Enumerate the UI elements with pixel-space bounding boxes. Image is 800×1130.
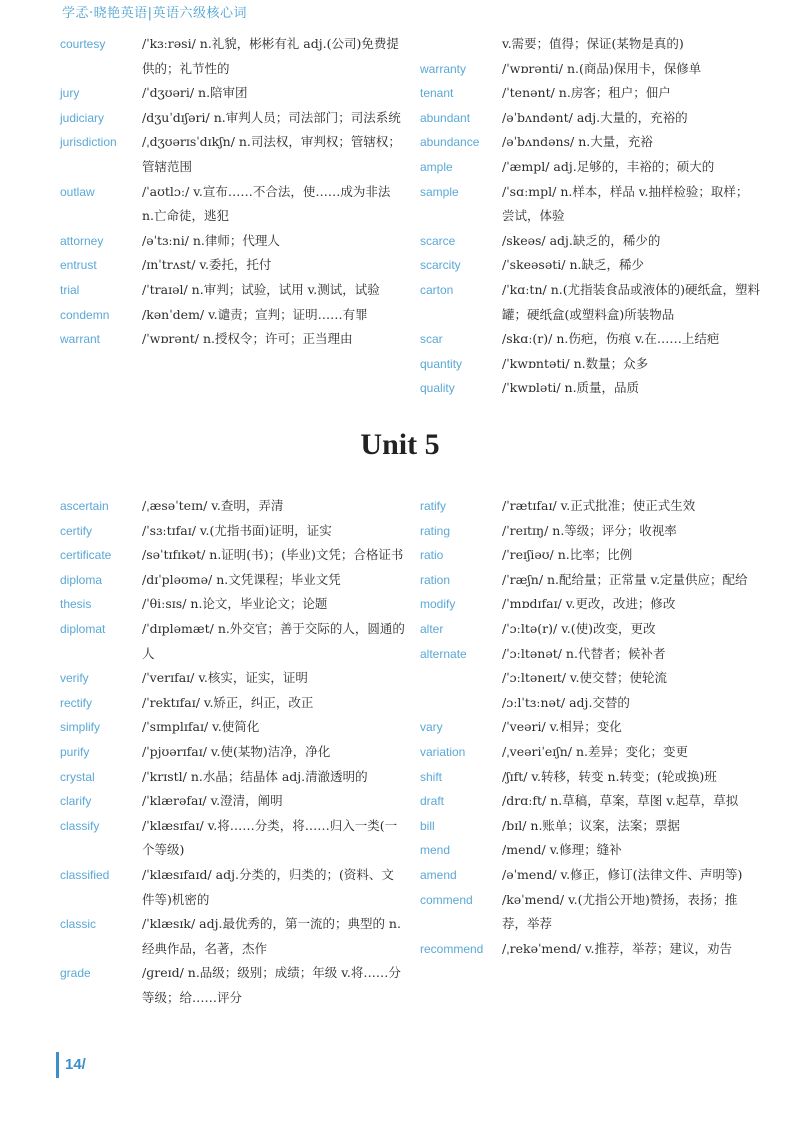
vocab-entry xyxy=(60,278,405,303)
vocab-entry xyxy=(60,327,405,352)
vocab-word: abundance xyxy=(420,135,480,150)
vocab-definition: /ˈklæsɪfaɪ/ v.将……分类，将……归入一类(一个等级) xyxy=(142,817,398,858)
vocab-definition: /ˈklæsɪfaɪd/ adj.分类的，归类的；(资料、文件等)机密的 xyxy=(142,866,394,907)
vocab-definition: /dɪˈpləʊmə/ n.文凭课程；毕业文凭 xyxy=(142,571,341,587)
vocab-definition: /ˈveəri/ v.相异；变化 xyxy=(502,719,622,735)
vocab-definition: /ˈsɪmplɪfaɪ/ v.使简化 xyxy=(142,719,260,735)
vocab-word: abundant xyxy=(420,110,471,125)
vocab-word: scar xyxy=(420,332,443,347)
vocab-entry xyxy=(420,32,760,57)
vocab-entry xyxy=(60,715,405,740)
top-right-column xyxy=(420,32,760,401)
vocab-definition: /ɔːlˈtɜːnət/ adj.交替的 xyxy=(502,694,630,710)
vocab-definition: /ˌdʒʊərɪsˈdɪkʃn/ n.司法权，审判权；管辖权；管辖范围 xyxy=(142,134,401,174)
vocab-definition: /bɪl/ n.账单；议案，法案；票据 xyxy=(502,817,680,833)
vocab-entry xyxy=(420,57,760,82)
vocab-definition: /ˈæmpl/ adj.足够的，丰裕的；硕大的 xyxy=(502,158,715,174)
vocab-word: bill xyxy=(420,818,435,833)
vocab-entry xyxy=(60,229,405,254)
vocab-entry xyxy=(60,765,405,790)
vocab-definition: /ˌrekəˈmend/ v.推荐，举荐；建议，劝告 xyxy=(502,940,732,956)
vocab-word: jury xyxy=(60,86,80,101)
vocab-entry xyxy=(60,303,405,328)
vocab-word: variation xyxy=(420,744,466,759)
vocab-entry xyxy=(60,106,405,131)
vocab-word: quantity xyxy=(420,356,463,371)
vocab-entry xyxy=(420,543,760,568)
vocab-entry xyxy=(420,568,760,593)
vocab-definition: /əˈbʌndənt/ adj.大量的，充裕的 xyxy=(502,109,688,125)
bottom-right-column xyxy=(420,494,760,961)
vocab-word: certificate xyxy=(60,548,112,563)
vocab-word: rating xyxy=(420,523,451,538)
vocab-entry xyxy=(420,106,760,131)
vocab-entry xyxy=(420,814,760,839)
vocab-definition: /ˈɔːltə(r)/ v.(使)改变，更改 xyxy=(502,620,656,636)
vocab-entry xyxy=(420,81,760,106)
vocab-word: purify xyxy=(60,744,90,759)
vocab-definition: /ˈreɪʃiəʊ/ n.比率；比例 xyxy=(502,547,633,563)
vocab-definition: /ˈaʊtlɔː/ v.宣布……不合法，使……成为非法 n.亡命徒，逃犯 xyxy=(142,183,391,224)
vocab-word: simplify xyxy=(60,720,101,735)
vocab-word: ration xyxy=(420,572,451,587)
vocab-definition: /mend/ v.修理；缝补 xyxy=(502,842,622,858)
vocab-word: rectify xyxy=(60,695,93,710)
vocab-definition: /ˈmɒdɪfaɪ/ v.更改，改进；修改 xyxy=(502,596,676,612)
vocab-entry xyxy=(60,740,405,765)
vocab-word: attorney xyxy=(60,233,104,248)
vocab-definition: /ˈdʒʊəri/ n.陪审团 xyxy=(142,85,248,101)
vocab-entry xyxy=(420,715,760,740)
vocab-word: warrant xyxy=(60,332,101,347)
vocab-entry xyxy=(60,32,405,81)
bottom-left-column xyxy=(60,494,405,1010)
vocab-entry xyxy=(420,863,760,888)
vocab-definition: /əˈmend/ v.修正，修订(法律文件、声明等) xyxy=(502,866,743,882)
vocab-definition: /ˈwɒrənti/ n.(商品)保用卡，保修单 xyxy=(502,60,702,76)
vocab-word: quality xyxy=(420,381,455,396)
page-number: 14/ xyxy=(56,1052,86,1078)
vocab-entry xyxy=(420,155,760,180)
vocab-entry xyxy=(420,519,760,544)
vocab-definition: /ˈkwɒntəti/ n.数量；众多 xyxy=(502,355,649,371)
vocab-word: crystal xyxy=(60,769,95,784)
vocab-entry xyxy=(420,253,760,278)
vocab-word: judiciary xyxy=(60,110,105,125)
vocab-word: entrust xyxy=(60,258,97,273)
vocab-word: ample xyxy=(420,159,453,174)
vocab-word: scarce xyxy=(420,233,456,248)
vocab-word: tenant xyxy=(420,86,454,101)
vocab-definition: /ˈrektɪfaɪ/ v.矫正，纠正，改正 xyxy=(142,694,314,710)
vocab-definition: /ˈdɪpləmæt/ n.外交官；善于交际的人，圆通的人 xyxy=(142,620,405,661)
vocab-word: scarcity xyxy=(420,258,461,273)
vocab-entry xyxy=(420,888,760,937)
vocab-entry xyxy=(60,519,405,544)
vocab-entry xyxy=(420,937,760,962)
vocab-entry xyxy=(420,765,760,790)
vocab-word: warranty xyxy=(420,61,467,76)
vocab-word: courtesy xyxy=(60,37,106,51)
vocab-entry xyxy=(60,961,405,1010)
vocab-word: recommend xyxy=(420,941,484,956)
vocab-entry xyxy=(60,81,405,106)
book-header: 学孞·晓艳英语|英语六级核心词 xyxy=(62,6,248,21)
vocab-entry xyxy=(420,180,760,229)
vocab-word: classic xyxy=(60,917,97,932)
vocab-definition: /ˈɔːltəneɪt/ v.使交替；使轮流 xyxy=(502,670,667,686)
vocab-word: commend xyxy=(420,892,473,907)
vocab-word: modify xyxy=(420,597,456,612)
vocab-word: trial xyxy=(60,282,80,297)
vocab-word: verify xyxy=(60,671,89,686)
vocab-entry xyxy=(420,278,760,327)
vocab-definition: /ˈsɜːtɪfaɪ/ v.(尤指书面)证明，证实 xyxy=(142,522,332,538)
vocab-word: mend xyxy=(420,843,451,858)
vocab-entry xyxy=(420,352,760,377)
vocab-word: diplomat xyxy=(60,621,106,636)
vocab-entry xyxy=(60,814,405,863)
vocab-definition: /ˌæsəˈteɪn/ v.查明，弄清 xyxy=(142,498,284,513)
vocab-word: condemn xyxy=(60,307,110,322)
vocab-word: grade xyxy=(60,966,91,981)
vocab-entry xyxy=(420,691,760,716)
vocab-entry xyxy=(420,592,760,617)
vocab-entry xyxy=(60,253,405,278)
vocab-word: thesis xyxy=(60,597,92,612)
vocab-word: vary xyxy=(420,720,443,735)
vocab-word: diploma xyxy=(60,572,103,587)
vocab-definition: /kənˈdem/ v.谴责；宣判；证明……有罪 xyxy=(142,306,368,322)
unit-title: Unit 5 xyxy=(360,428,440,461)
vocab-entry xyxy=(60,494,405,519)
vocab-definition: /əˈbʌndəns/ n.大量，充裕 xyxy=(502,134,653,150)
vocab-entry xyxy=(420,327,760,352)
vocab-word: classify xyxy=(60,818,100,833)
vocab-word: shift xyxy=(420,769,443,784)
vocab-definition: v.需要；值得；保证(某物是真的) xyxy=(502,36,684,51)
vocab-word: clarify xyxy=(60,794,92,809)
top-left-column xyxy=(60,32,405,352)
vocab-definition: /ˈpjʊərɪfaɪ/ v.使(某物)洁净，净化 xyxy=(142,743,331,759)
vocab-definition: /ˈkwɒləti/ n.质量，品质 xyxy=(502,380,640,396)
vocab-definition: /ˈtraɪəl/ n.审判；试验，试用 v.测试，试验 xyxy=(142,281,380,297)
vocab-entry xyxy=(60,130,405,179)
vocab-word: classified xyxy=(60,867,110,882)
vocab-definition: /ˈklæsɪk/ adj.最优秀的，第一流的；典型的 n.经典作品，名著，杰作 xyxy=(142,916,401,956)
vocab-entry xyxy=(420,789,760,814)
vocab-definition: /ˈklærəfaɪ/ v.澄清，阐明 xyxy=(142,793,283,809)
vocab-entry xyxy=(420,740,760,765)
vocab-entry xyxy=(60,543,405,568)
vocab-entry xyxy=(420,130,760,155)
vocab-entry xyxy=(420,838,760,863)
vocab-entry xyxy=(420,666,760,691)
vocab-word: ascertain xyxy=(60,499,109,513)
vocab-entry xyxy=(60,789,405,814)
vocab-definition: /əˈtɜːni/ n.律师；代理人 xyxy=(142,232,280,248)
vocab-definition: /ˈkɜːrəsi/ n.礼貌，彬彬有礼 adj.(公司)免费提供的；礼节性的 xyxy=(142,36,399,76)
vocab-definition: /ˌveəriˈeɪʃn/ n.差异；变化；变更 xyxy=(502,743,688,759)
vocab-entry xyxy=(420,617,760,642)
vocab-entry xyxy=(60,666,405,691)
vocab-definition: /kəˈmend/ v.(尤指公开地)赞扬，表扬；推荐，举荐 xyxy=(502,891,738,932)
vocab-definition: /ˈreɪtɪŋ/ n.等级；评分；收视率 xyxy=(502,522,677,538)
vocab-entry xyxy=(60,180,405,229)
vocab-definition: /ˈræʃn/ n.配给量；正常量 v.定量供应；配给 xyxy=(502,571,748,587)
vocab-word: ratio xyxy=(420,548,444,563)
vocab-entry xyxy=(420,494,760,519)
vocab-entry xyxy=(60,691,405,716)
vocab-definition: /ʃɪft/ v.转移，转变 n.转变；(轮或换)班 xyxy=(502,768,717,784)
vocab-word: alternate xyxy=(420,646,467,661)
vocab-entry xyxy=(60,568,405,593)
vocab-definition: /ˈskeəsəti/ n.缺乏，稀少 xyxy=(502,257,644,273)
vocab-entry xyxy=(60,912,405,961)
vocab-definition: /ˈkɑːtn/ n.(尤指装食品或液体的)硬纸盒，塑料罐；硬纸盒(或塑料盒)所装物品 xyxy=(502,281,760,322)
vocab-definition: /ˈrætɪfaɪ/ v.正式批准；使正式生效 xyxy=(502,498,696,513)
vocab-definition: /səˈtɪfɪkət/ n.证明(书)；(毕业)文凭；合格证书 xyxy=(142,547,404,563)
vocab-word: draft xyxy=(420,794,445,809)
vocab-definition: /ɪnˈtrʌst/ v.委托，托付 xyxy=(142,257,272,273)
vocab-definition: /ˈkrɪstl/ n.水晶；结晶体 adj.清澈透明的 xyxy=(142,768,368,784)
vocab-word: ratify xyxy=(420,499,447,513)
vocab-entry xyxy=(60,592,405,617)
vocab-entry xyxy=(420,376,760,401)
vocab-definition: /ˈsɑːmpl/ n.样本，样品 v.抽样检验；取样；尝试，体验 xyxy=(502,183,749,224)
vocab-definition: /ɡreɪd/ n.品级；级别；成绩；年级 v.将……分等级；给……评分 xyxy=(142,965,401,1005)
vocab-word: sample xyxy=(420,184,459,199)
vocab-word: alter xyxy=(420,621,444,636)
vocab-definition: /ˈɔːltənət/ n.代替者；候补者 xyxy=(502,645,666,661)
vocab-definition: /dʒuˈdɪʃəri/ n.审判人员；司法部门；司法系统 xyxy=(142,109,401,125)
vocab-entry xyxy=(420,229,760,254)
vocab-definition: /ˈwɒrənt/ n.授权令；许可；正当理由 xyxy=(142,331,353,347)
vocab-word: carton xyxy=(420,282,454,297)
vocab-word: certify xyxy=(60,523,93,538)
vocab-definition: /ˈtenənt/ n.房客；租户；佃户 xyxy=(502,85,671,101)
vocab-entry xyxy=(60,617,405,666)
vocab-definition: /skɑː(r)/ n.伤疤，伤痕 v.在……上结疤 xyxy=(502,331,720,347)
vocab-definition: /skeəs/ adj.缺乏的，稀少的 xyxy=(502,232,661,248)
vocab-definition: /ˈverɪfaɪ/ v.核实，证实，证明 xyxy=(142,670,308,686)
vocab-definition: /ˈθiːsɪs/ n.论文，毕业论文；论题 xyxy=(142,596,328,612)
vocab-word: amend xyxy=(420,867,457,882)
vocab-entry xyxy=(60,863,405,912)
vocab-entry xyxy=(420,642,760,667)
vocab-word: outlaw xyxy=(60,184,95,199)
vocab-definition: /drɑːft/ n.草稿，草案，草图 v.起草，草拟 xyxy=(502,793,739,809)
vocab-word: jurisdiction xyxy=(60,135,117,150)
